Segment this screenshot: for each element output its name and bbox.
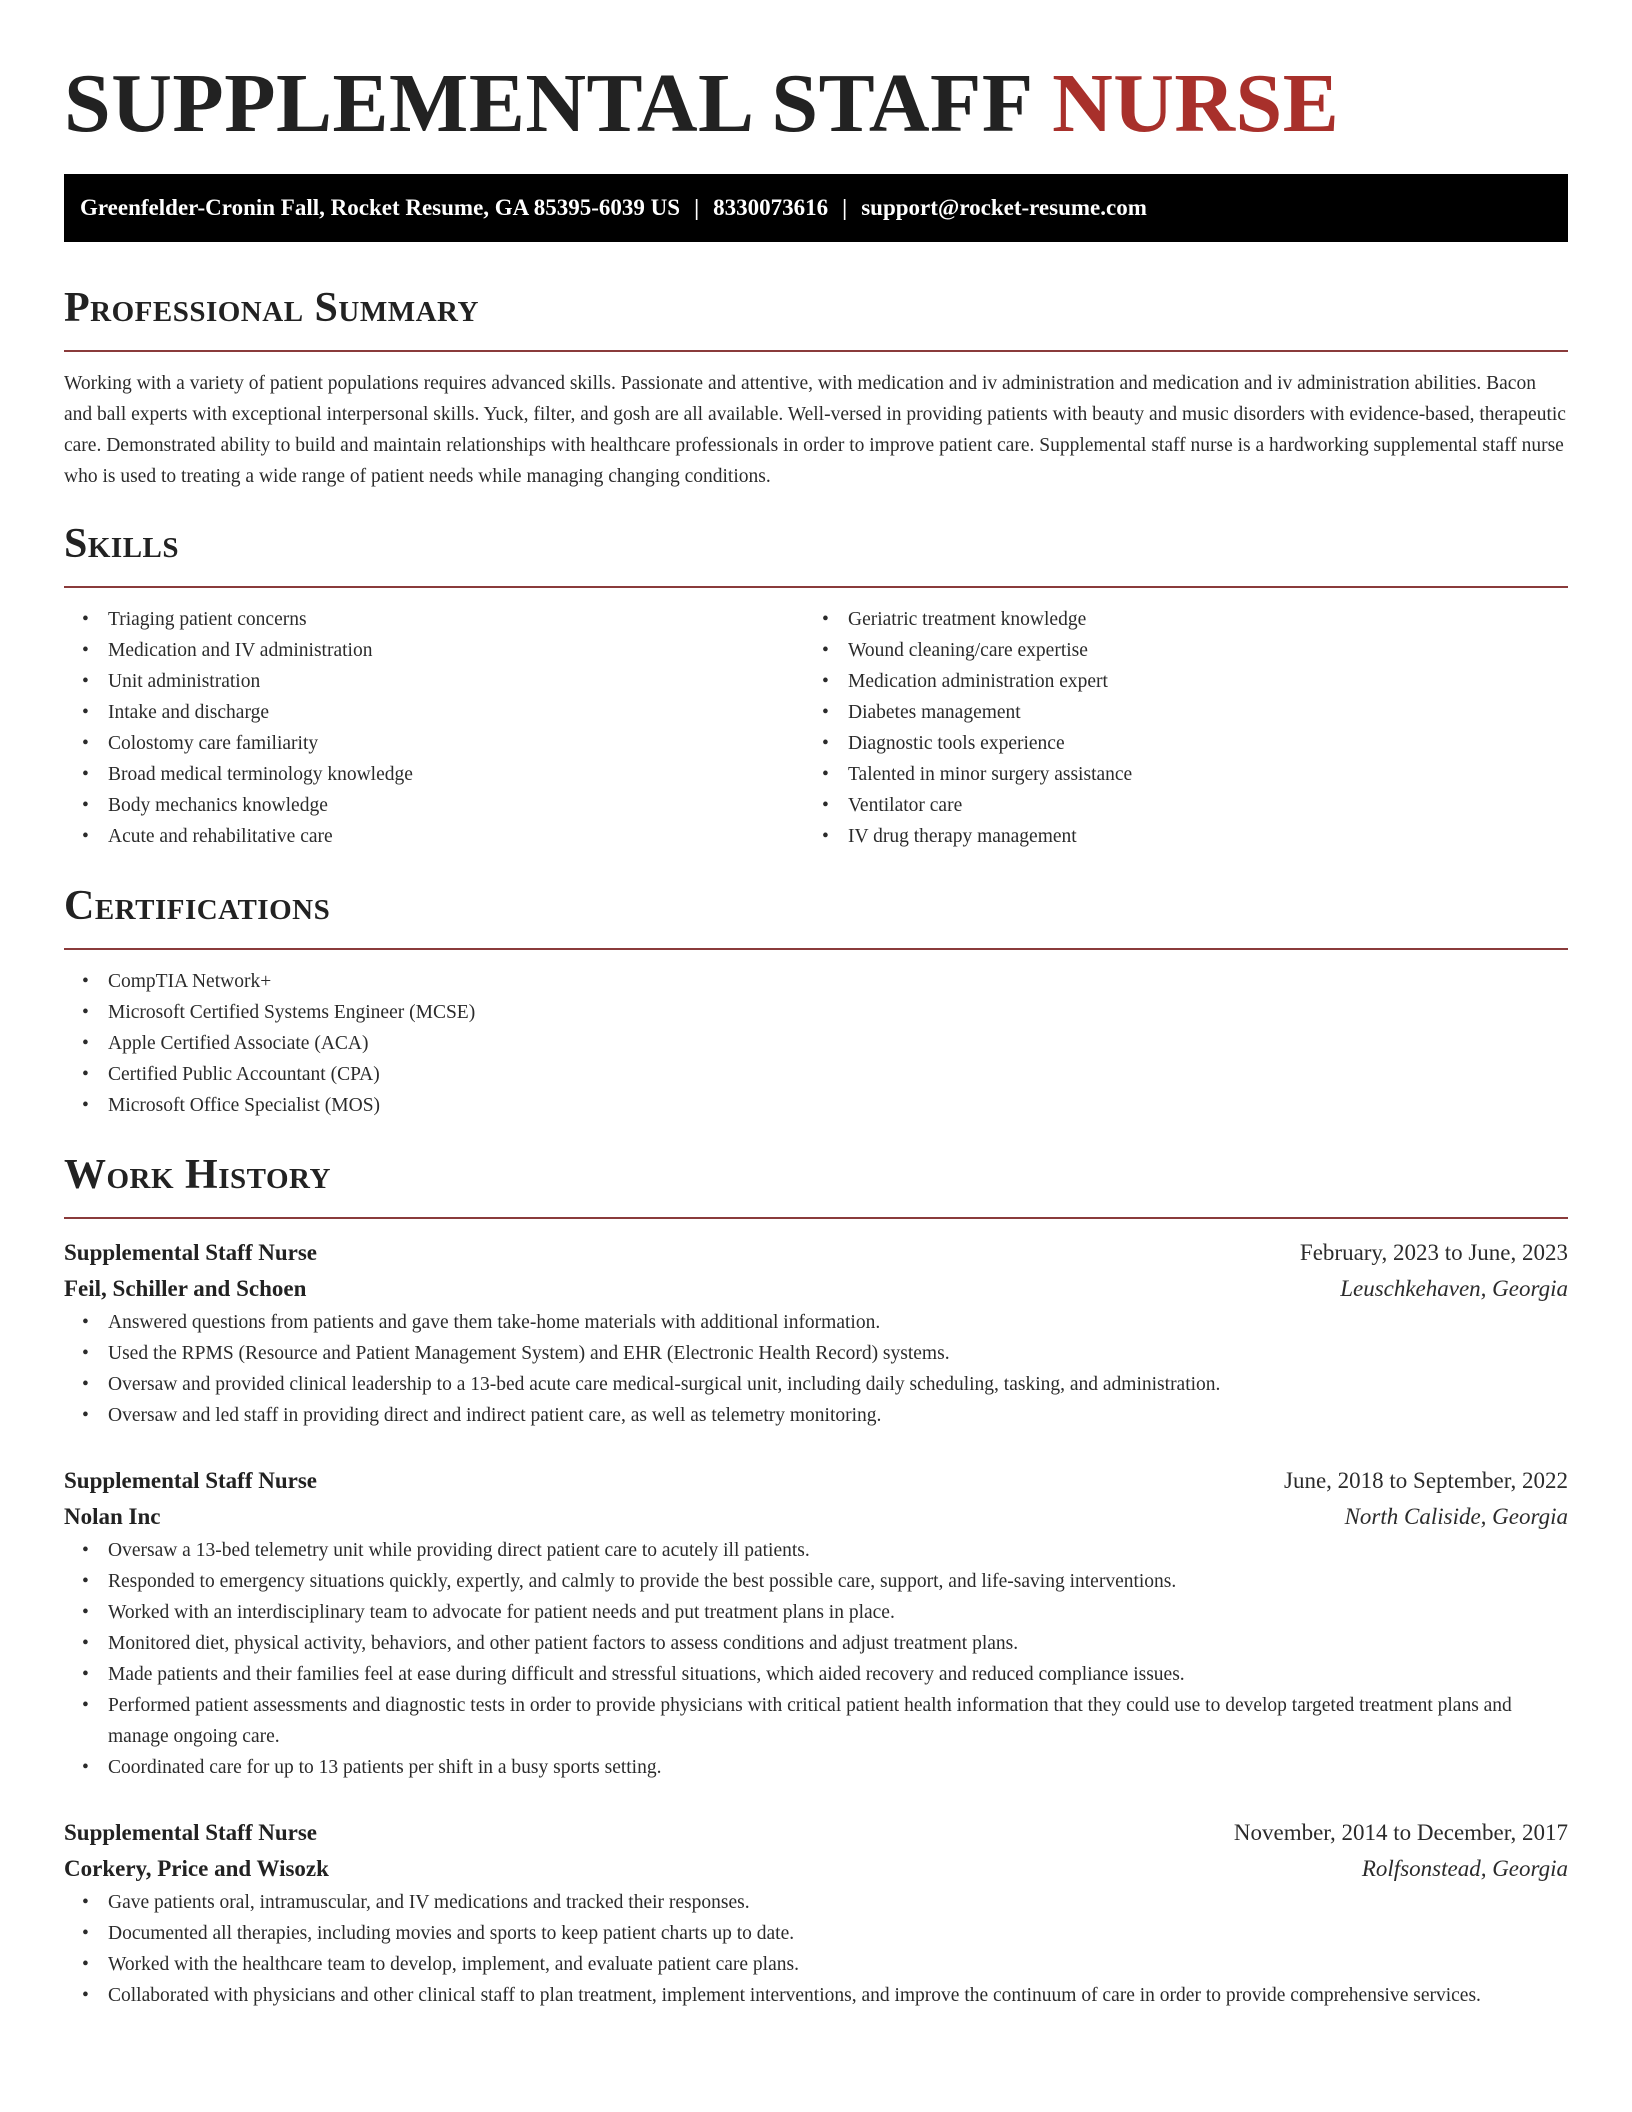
job-bullets [64, 1535, 1568, 1783]
job-dates: February, 2023 to June, 2023 [1299, 1240, 1568, 1265]
job-dates: June, 2018 to September, 2022 [1284, 1468, 1568, 1493]
skill-item: • Diagnostic tools experience [804, 728, 1544, 759]
skills-section [64, 520, 1568, 852]
job-dates: November, 2014 to December, 2017 [1233, 1820, 1568, 1845]
skill-item: • Colostomy care familiarity [64, 728, 804, 759]
contact-bar [64, 174, 1568, 242]
contact-phone[interactable]: 8330073616 [713, 195, 829, 220]
job-subheader-row [64, 1271, 1568, 1307]
job-bullet: • Oversaw a 13-bed telemetry unit while providing direct patient care to acutely ill patients. [64, 1535, 1568, 1566]
skill-item: • Wound cleaning/care expertise [804, 635, 1544, 666]
skill-item: • Talented in minor surgery assistance [804, 759, 1544, 790]
skill-item: • Ventilator care [804, 790, 1544, 821]
job-bullet: • Monitored diet, physical activity, behaviors, and other patient factors to assess conditions and adjust treatment plans. [64, 1628, 1568, 1659]
job-bullet: • Collaborated with physicians and other clinical staff to plan treatment, implement interventions, and improve the continuum of care in order to provide comprehensive services. [64, 1980, 1568, 2011]
job-bullet: • Worked with an interdisciplinary team to advocate for patient needs and put treatment plans in place. [64, 1597, 1568, 1628]
skill-item: • Unit administration [64, 666, 804, 697]
job-bullet: • Worked with the healthcare team to develop, implement, and evaluate patient care plans. [64, 1949, 1568, 1980]
skill-item: • Geriatric treatment knowledge [804, 604, 1544, 635]
section-divider [64, 350, 1568, 352]
job-entry [64, 1463, 1568, 1783]
skill-item: • Medication and IV administration [64, 635, 804, 666]
job-bullet: • Gave patients oral, intramuscular, and IV medications and tracked their responses. [64, 1887, 1568, 1918]
contact-separator: | [694, 195, 700, 220]
certification-item: • Microsoft Office Specialist (MOS) [64, 1090, 1568, 1121]
job-bullet: • Oversaw and provided clinical leadership to a 13-bed acute care medical-surgical unit, including daily scheduling, tasking, and administration. [64, 1369, 1568, 1400]
skill-item: • Body mechanics knowledge [64, 790, 804, 821]
skill-item: • Triaging patient concerns [64, 604, 804, 635]
skill-item: • Medication administration expert [804, 666, 1544, 697]
certification-item: • Certified Public Accountant (CPA) [64, 1059, 1568, 1090]
section-divider [64, 586, 1568, 588]
professional-summary-section [64, 284, 1568, 492]
certifications-section [64, 882, 1568, 1121]
job-title: Supplemental Staff Nurse [64, 1468, 318, 1493]
section-divider [64, 1217, 1568, 1219]
job-company: Nolan Inc [64, 1504, 161, 1529]
job-bullet: • Used the RPMS (Resource and Patient Management System) and EHR (Electronic Health Record) systems. [64, 1338, 1568, 1369]
job-header-row [64, 1815, 1568, 1851]
skill-item: • Acute and rehabilitative care [64, 821, 804, 852]
resume-title [64, 0, 1568, 150]
job-title: Supplemental Staff Nurse [64, 1240, 318, 1265]
section-heading-certifications: Certifications [64, 883, 331, 929]
job-location: Rolfsonstead, Georgia [1361, 1856, 1568, 1881]
title-accent: NURSE [1052, 57, 1340, 150]
skill-item: • Broad medical terminology knowledge [64, 759, 804, 790]
section-heading-skills: Skills [64, 521, 180, 567]
job-company: Feil, Schiller and Schoen [64, 1276, 307, 1301]
job-title: Supplemental Staff Nurse [64, 1820, 318, 1845]
job-company: Corkery, Price and Wisozk [64, 1856, 329, 1881]
job-location: Leuschkehaven, Georgia [1340, 1276, 1568, 1301]
section-heading-summary: Professional Summary [64, 285, 479, 331]
skill-item: • Diabetes management [804, 697, 1544, 728]
skills-grid [64, 604, 1568, 852]
contact-address: Greenfelder-Cronin Fall, Rocket Resume, GA 85395-6039 US [80, 195, 681, 220]
skills-list-left [64, 604, 804, 852]
section-heading-work-history: Work History [64, 1152, 331, 1198]
skill-item: • IV drug therapy management [804, 821, 1544, 852]
job-bullet: • Performed patient assessments and diagnostic tests in order to provide physicians with critical patient health information that they could use to develop targeted treatment plans and manage ongoing care. [64, 1690, 1568, 1752]
job-bullet: • Oversaw and led staff in providing direct and indirect patient care, as well as telemetry monitoring. [64, 1400, 1568, 1431]
job-bullet: • Answered questions from patients and gave them take-home materials with additional information. [64, 1307, 1568, 1338]
job-entry [64, 1815, 1568, 2011]
job-bullet: • Responded to emergency situations quickly, expertly, and calmly to provide the best possible care, support, and life-saving interventions. [64, 1566, 1568, 1597]
skill-item: • Intake and discharge [64, 697, 804, 728]
contact-separator: | [842, 195, 848, 220]
work-history-section [64, 1151, 1568, 2011]
certification-item: • Microsoft Certified Systems Engineer (MCSE) [64, 997, 1568, 1028]
contact-email[interactable]: support@rocket-resume.com [861, 195, 1147, 220]
skills-list-right [804, 604, 1544, 852]
summary-text: Working with a variety of patient populations requires advanced skills. Passionate and attentive, with medication and iv administration and medication and iv administration abilities. Bacon and ball experts with exceptional interpersonal skills. Yuck, filter, and gosh are all available. Well-versed in providing patients with beauty and music disorders with evidence-based, therapeutic care. Demonstrated ability to build and maintain relationships with healthcare professionals in order to improve patient care. Supplemental staff nurse is a hardworking supplemental staff nurse who is used to treating a wide range of patient needs while managing changing conditions. [64, 373, 1566, 487]
job-subheader-row [64, 1499, 1568, 1535]
job-bullets [64, 1887, 1568, 2011]
job-bullet: • Made patients and their families feel at ease during difficult and stressful situations, which aided recovery and reduced compliance issues. [64, 1659, 1568, 1690]
job-location: North Caliside, Georgia [1344, 1504, 1568, 1529]
job-header-row [64, 1235, 1568, 1271]
job-bullet: • Coordinated care for up to 13 patients per shift in a busy sports setting. [64, 1752, 1568, 1783]
certification-item: • CompTIA Network+ [64, 966, 1568, 997]
job-header-row [64, 1463, 1568, 1499]
job-subheader-row [64, 1851, 1568, 1887]
job-bullets [64, 1307, 1568, 1431]
title-main: SUPPLEMENTAL STAFF [64, 57, 1053, 150]
job-entry [64, 1235, 1568, 1431]
certification-item: • Apple Certified Associate (ACA) [64, 1028, 1568, 1059]
section-divider [64, 948, 1568, 950]
certifications-list [64, 966, 1568, 1121]
job-bullet: • Documented all therapies, including movies and sports to keep patient charts up to date. [64, 1918, 1568, 1949]
